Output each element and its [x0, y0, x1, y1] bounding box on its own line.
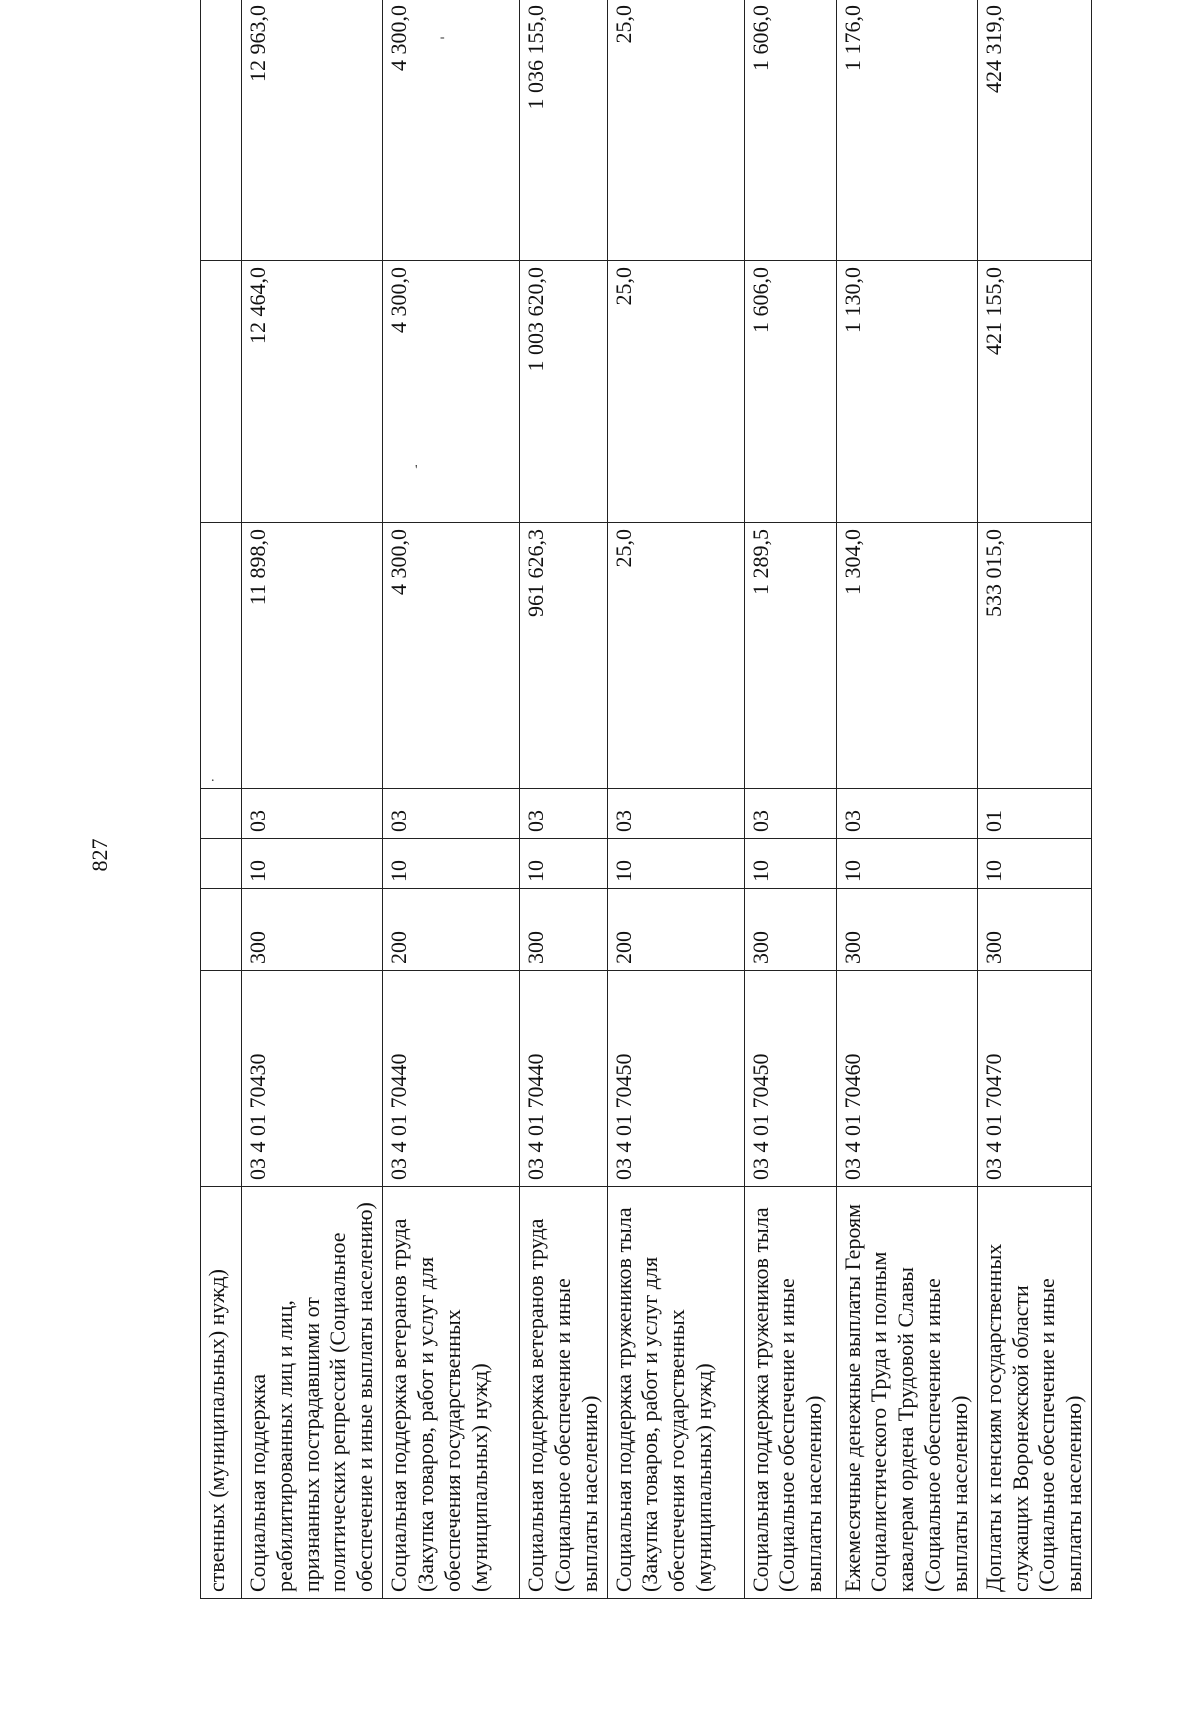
- budget-table: [200, 0, 1092, 1599]
- cell-value-1: 25,0: [607, 523, 744, 789]
- cell-value-1: 4 300,0: [383, 523, 520, 789]
- cell-value-2: 25,0: [607, 261, 744, 523]
- table-row: [977, 0, 1091, 1599]
- cell-vr: 200: [607, 889, 744, 971]
- table-row: [744, 0, 836, 1599]
- cell-empty: [201, 889, 242, 971]
- scan-mark-top: -: [440, 30, 445, 45]
- cell-rz: 10: [520, 839, 607, 889]
- cell-rz: 10: [607, 839, 744, 889]
- cell-value-3: 1 036 155,0: [520, 0, 607, 261]
- table-row-continuation: [201, 0, 242, 1599]
- cell-name: ственных (муниципальных) нужд): [201, 1187, 242, 1599]
- scan-mark-dot: .: [211, 770, 215, 785]
- cell-pr: 01: [977, 789, 1091, 839]
- budget-table-wrapper: [200, 0, 1090, 1599]
- cell-code: 03 4 01 70460: [836, 971, 977, 1187]
- cell-code: 03 4 01 70430: [242, 971, 383, 1187]
- cell-name: Социальная поддержка тружеников тыла (Социальное обеспечение и иные выплаты населению): [744, 1187, 836, 1599]
- cell-value-2: 4 300,0: [383, 261, 520, 523]
- cell-name: Ежемесячные денежные выплаты Героям Социалистического Труда и полным кавалерам ордена Трудовой Славы (Социальное обеспечение и иные выплаты населению): [836, 1187, 977, 1599]
- cell-name: Социальная поддержка реабилитированных лиц и лиц, признанных пострадавшими от политических репрессий (Социальное обеспечение и иные выплаты населению): [242, 1187, 383, 1599]
- cell-empty: [201, 523, 242, 789]
- cell-value-1: 961 626,3: [520, 523, 607, 789]
- cell-vr: 300: [744, 889, 836, 971]
- cell-code: 03 4 01 70440: [520, 971, 607, 1187]
- cell-code: 03 4 01 70440: [383, 971, 520, 1187]
- cell-rz: 10: [836, 839, 977, 889]
- cell-value-1: 1 304,0: [836, 523, 977, 789]
- table-row: [242, 0, 383, 1599]
- scan-mark-mid: ': [415, 463, 418, 478]
- cell-pr: 03: [242, 789, 383, 839]
- cell-value-3: 1 606,0: [744, 0, 836, 261]
- cell-rz: 10: [242, 839, 383, 889]
- cell-value-3: 424 319,0: [977, 0, 1091, 261]
- cell-value-3: 12 963,0: [242, 0, 383, 261]
- cell-value-2: 421 155,0: [977, 261, 1091, 523]
- cell-code: 03 4 01 70470: [977, 971, 1091, 1187]
- table-row: [520, 0, 607, 1599]
- cell-pr: 03: [607, 789, 744, 839]
- cell-pr: 03: [520, 789, 607, 839]
- cell-name: Социальная поддержка тружеников тыла (Закупка товаров, работ и услуг для обеспечения государственных (муниципальных) нужд): [607, 1187, 744, 1599]
- cell-vr: 300: [836, 889, 977, 971]
- cell-value-2: 1 003 620,0: [520, 261, 607, 523]
- cell-rz: 10: [977, 839, 1091, 889]
- cell-pr: 03: [836, 789, 977, 839]
- cell-value-2: 1 606,0: [744, 261, 836, 523]
- cell-empty: [201, 839, 242, 889]
- cell-empty: [201, 0, 242, 261]
- cell-pr: 03: [383, 789, 520, 839]
- cell-rz: 10: [383, 839, 520, 889]
- cell-value-2: 12 464,0: [242, 261, 383, 523]
- cell-value-3: 4 300,0: [383, 0, 520, 261]
- cell-vr: 300: [520, 889, 607, 971]
- cell-vr: 300: [242, 889, 383, 971]
- cell-name: Доплаты к пенсиям государственных служащих Воронежской области (Социальное обеспечение и иные выплаты населению): [977, 1187, 1091, 1599]
- cell-value-1: 533 015,0: [977, 523, 1091, 789]
- table-row: [607, 0, 744, 1599]
- cell-value-3: 25,0: [607, 0, 744, 261]
- cell-value-1: 1 289,5: [744, 523, 836, 789]
- cell-pr: 03: [744, 789, 836, 839]
- cell-rz: 10: [744, 839, 836, 889]
- cell-value-1: 11 898,0: [242, 523, 383, 789]
- cell-name: Социальная поддержка ветеранов труда (Социальное обеспечение и иные выплаты населению): [520, 1187, 607, 1599]
- cell-value-3: 1 176,0: [836, 0, 977, 261]
- cell-vr: 300: [977, 889, 1091, 971]
- table-row: [836, 0, 977, 1599]
- cell-vr: 200: [383, 889, 520, 971]
- cell-empty: [201, 789, 242, 839]
- cell-name: Социальная поддержка ветеранов труда (Закупка товаров, работ и услуг для обеспечения государственных (муниципальных) нужд): [383, 1187, 520, 1599]
- table-row: [383, 0, 520, 1599]
- cell-empty: [201, 261, 242, 523]
- page-number: 827: [87, 838, 112, 872]
- cell-empty: [201, 971, 242, 1187]
- cell-code: 03 4 01 70450: [744, 971, 836, 1187]
- cell-code: 03 4 01 70450: [607, 971, 744, 1187]
- cell-value-2: 1 130,0: [836, 261, 977, 523]
